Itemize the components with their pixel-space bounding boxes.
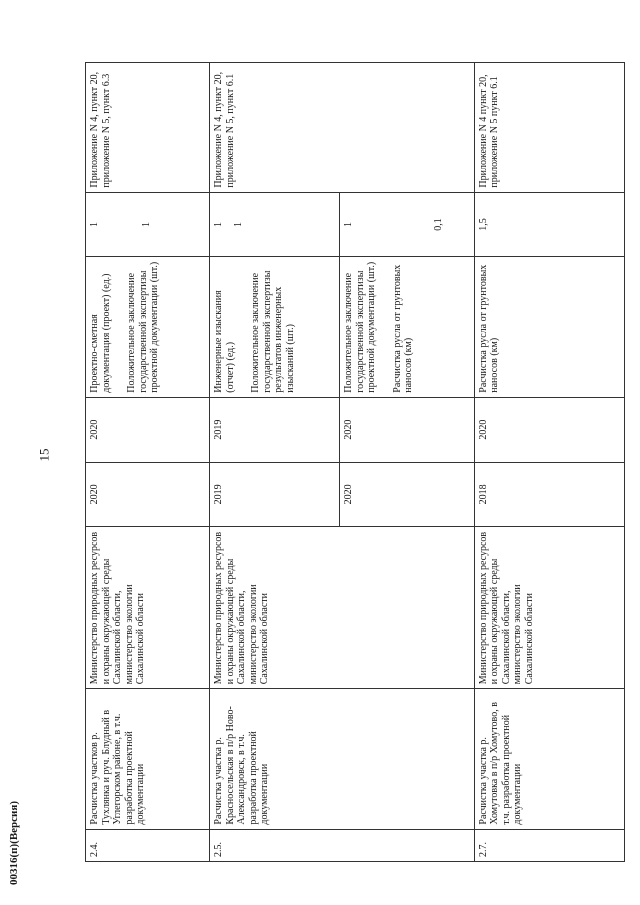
- result-text: Положительное заключение государственной экспертизы проектной документации (шт.): [343, 261, 378, 393]
- result-text: Проектно-сметная документация (проект) (ед.): [89, 273, 112, 393]
- value-text: 1: [343, 221, 355, 227]
- row-number: 2.4.: [86, 829, 210, 861]
- measure-name: Расчистка участков р. Тухлянка и руч. Блудный в Углегорском районе, в т.ч. разработка проектной документации: [86, 689, 210, 829]
- value-text: 1: [213, 221, 225, 227]
- end-year: 2019: [210, 397, 340, 462]
- result-text: Положительное заключение государственной экспертизы проектной документации (шт.): [126, 261, 160, 393]
- reference-cell: Приложение N 4, пункт 20, приложение N 5, пункт 6.1: [210, 63, 474, 193]
- result-text: Расчистка русла от грунтовых наносов (км): [391, 264, 415, 393]
- value-text: 0,1: [432, 218, 444, 231]
- start-year: 2018: [474, 462, 624, 527]
- row-number: 2.7.: [474, 829, 624, 861]
- result-cell: [210, 257, 340, 397]
- measure-name: Расчистка участка р. Красносельская в п/р Ново-Александровск, в т.ч. разработка проектной документации: [210, 689, 474, 829]
- result-cell: [340, 257, 474, 397]
- start-year: 2020: [340, 462, 474, 527]
- measure-name: Расчистка участка р. Хомутовка в п/р Хомутово, в т.ч. разработка проектной документации: [474, 689, 624, 829]
- table-row: [474, 63, 624, 862]
- responsible-org: Министерство природных ресурсов и охраны окружающей среды Сахалинской области, министерство экологии Сахалинской области: [474, 527, 624, 689]
- value-cell: [340, 192, 474, 257]
- table-row: [86, 63, 210, 862]
- result-text: Расчистка русла от грунтовых наносов (км): [474, 257, 624, 397]
- start-year: 2019: [210, 462, 340, 527]
- result-text: Инженерные изыскания (отчет) (ед.): [213, 290, 236, 393]
- program-table: [85, 62, 625, 862]
- value-text: 1: [232, 221, 244, 227]
- value-text: 1: [89, 221, 100, 227]
- responsible-org: Министерство природных ресурсов и охраны окружающей среды Сахалинской области, министерство экологии Сахалинской области: [210, 527, 474, 689]
- result-text: Положительное заключение государственной экспертизы результатов инженерных изысканий (шт.): [250, 270, 296, 393]
- responsible-org: Министерство природных ресурсов и охраны окружающей среды Сахалинской области, министерство экологии Сахалинской области: [86, 527, 210, 689]
- end-year: 2020: [86, 397, 210, 462]
- rotated-table-container: [85, 62, 625, 862]
- value-text: 1: [140, 221, 152, 227]
- value-cell: [86, 192, 210, 257]
- row-number: 2.5.: [210, 829, 474, 861]
- value-text: 1,5: [474, 192, 624, 257]
- reference-cell: Приложение N 4 пункт 20, приложение N 5 пункт 6.1: [474, 63, 624, 193]
- end-year: 2020: [340, 397, 474, 462]
- page-number: 15: [36, 448, 52, 462]
- start-year: 2020: [86, 462, 210, 527]
- table-row: [210, 63, 340, 862]
- reference-cell: Приложение N 4, пункт 20, приложение N 5, пункт 6.3: [86, 63, 210, 193]
- result-cell: [86, 257, 210, 397]
- value-cell: [210, 192, 340, 257]
- end-year: 2020: [474, 397, 624, 462]
- document-code: 00316(п)(Версия): [8, 801, 20, 885]
